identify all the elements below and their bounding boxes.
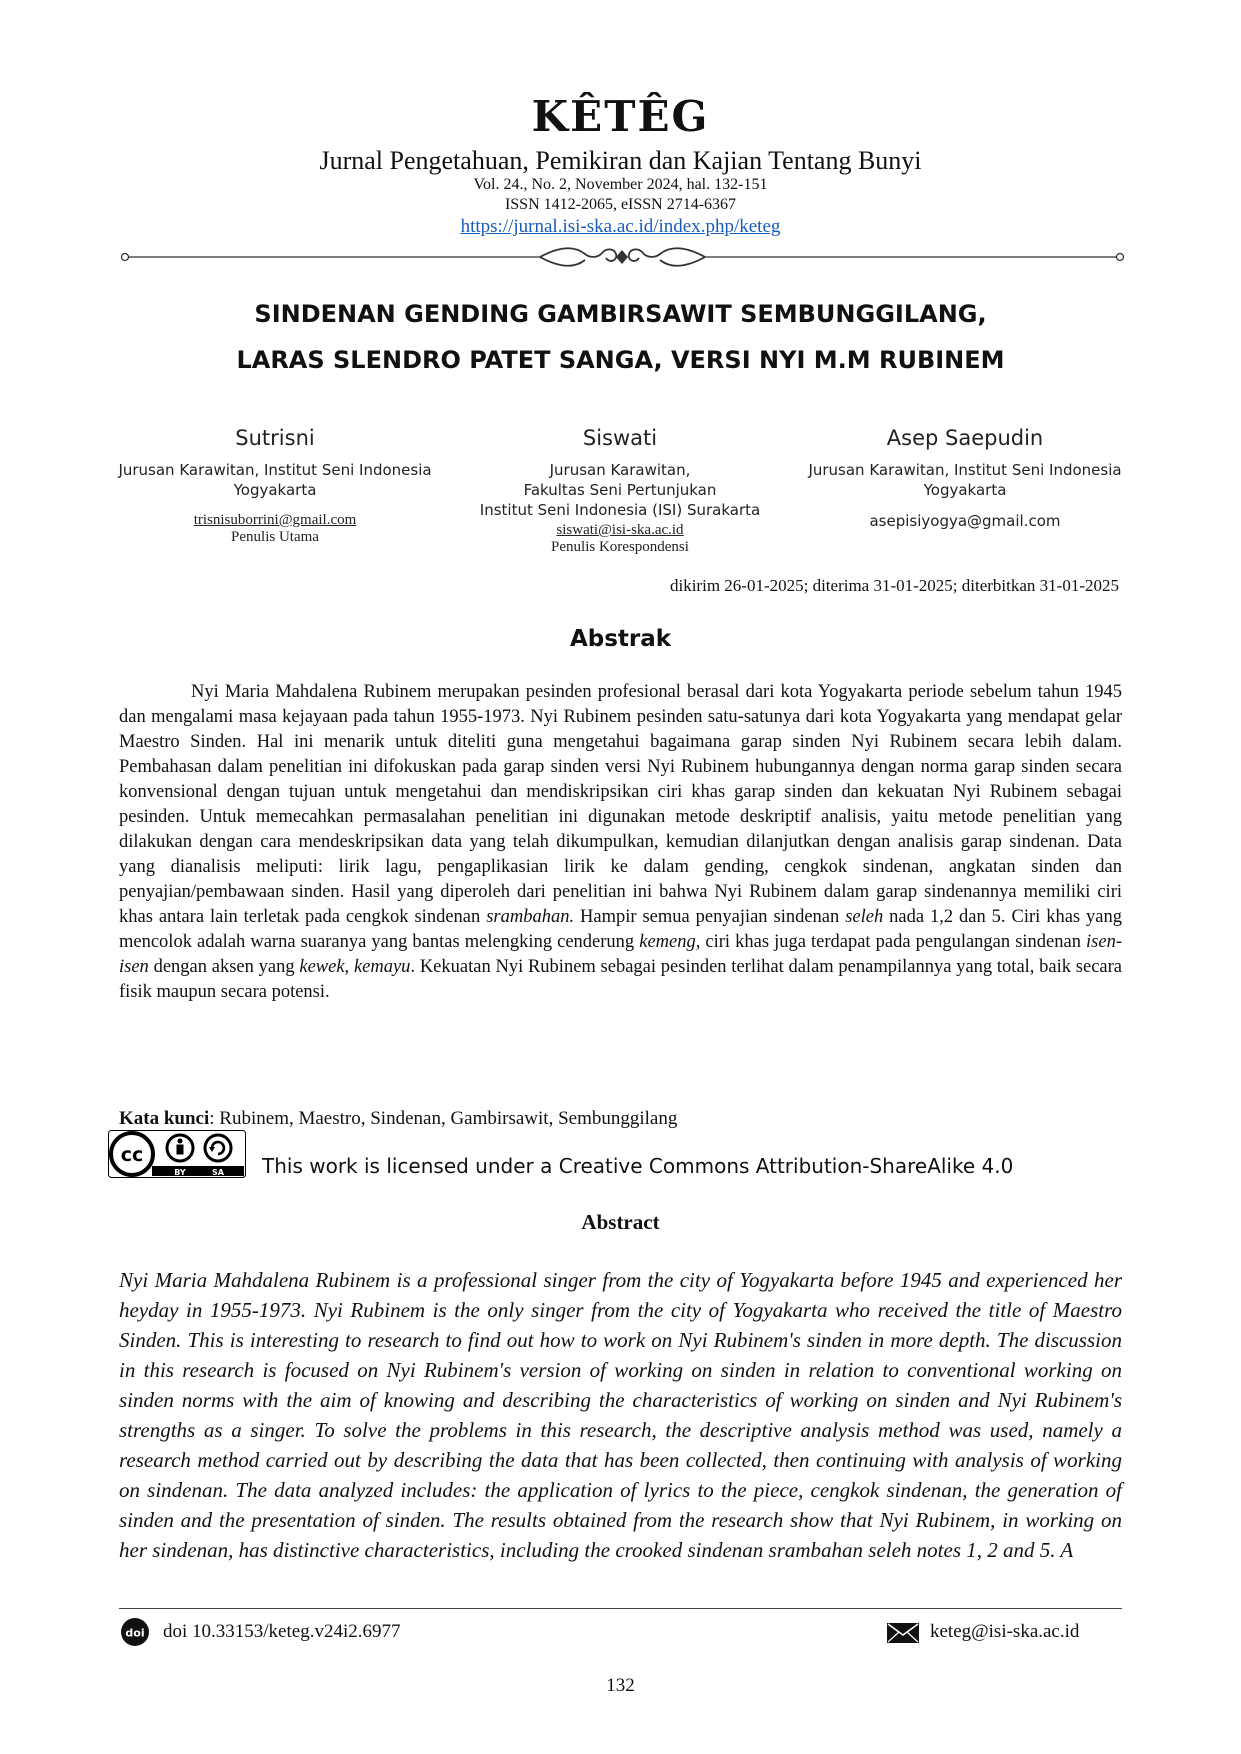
author-block-1 <box>110 426 440 546</box>
author-affiliation: Jurusan Karawitan, Fakultas Seni Pertunjukan Institut Seni Indonesia (ISI) Surakarta <box>479 461 761 519</box>
journal-logo: KÊTÊG <box>531 92 710 141</box>
article-title-line2: LARAS SLENDRO PATET SANGA, VERSI NYI M.M RUBINEM <box>236 346 1005 374</box>
envelope-icon <box>887 1623 919 1643</box>
cc-sa-label: SA <box>212 1168 224 1177</box>
ornament-divider <box>120 244 1125 270</box>
author-name: Sutrisni <box>235 426 315 450</box>
journal-url-link[interactable]: https://jurnal.isi-ska.ac.id/index.php/keteg <box>460 216 781 237</box>
journal-subtitle: Jurnal Pengetahuan, Pemikiran dan Kajian Tentang Bunyi <box>319 146 922 175</box>
author-role: Penulis Utama <box>231 529 319 545</box>
doi-icon-label: doi <box>125 1626 145 1640</box>
cc-badge-label: cc <box>120 1144 144 1166</box>
doi-icon <box>121 1618 149 1646</box>
abstrak-text: Nyi Maria Mahdalena Rubinem merupakan pesinden profesional berasal dari kota Yogyakarta periode sebelum tahun 1945 dan mengalami masa kejayaan pada tahun 1955-1973. Nyi Rubinem pesinden satu-satunya dari kota Yogyakarta yang mendapat gelar Maestro Sinden. Hal ini menarik untuk diteliti guna mengetahui bagaimana garap sinden Nyi Rubinem secara lebih dalam. Pembahasan dalam penelitian ini difokuskan pada garap sinden versi Nyi Rubinem hubungannya dengan norma garap sinden secara konvensional dengan tujuan untuk mengetahui dan mendiskripsikan ciri khas garap sinden dan kekuatan Nyi Rubinem sebagai pesinden. Untuk memecahkan permasalahan penelitian ini digunakan metode deskriptif analisis, yaitu metode penelitian yang dilakukan dengan cara mendeskripsikan data yang telah dikumpulkan, kemudian dilanjutkan dengan analisis garap sindenan. Data yang dianalisis meliputi: lirik lagu, pengaplikasian lirik ke dalam gending, cengkok sindenan, angkatan sinden dan penyajian/pembawaan sinden. Hasil yang diperoleh dari penelitian ini bahwa Nyi Rubinem dalam garap sindenannya memiliki ciri khas antara lain terletak pada cengkok sindenan srambahan. Hampir semua penyajian sindenan seleh nada 1,2 dan 5. Ciri khas yang mencolok adalah warna suaranya yang bantas melengking cenderung kemeng, ciri khas juga terdapat pada pengulangan sindenan isen-isen dengan aksen yang kewek, kemayu. Kekuatan Nyi Rubinem sebagai pesinden terlihat dalam penampilannya yang total, baik secara fisik maupun secara potensi. <box>119 682 1123 1002</box>
keywords <box>119 1108 677 1130</box>
volume-line: Vol. 24., No. 2, November 2024, hal. 132-151 <box>473 176 768 193</box>
author-email-link[interactable]: trisnisuborrini@gmail.com <box>193 512 357 528</box>
footer-divider <box>119 1608 1122 1609</box>
abstrak-heading: Abstrak <box>569 626 672 652</box>
page-number: 132 <box>606 1675 635 1696</box>
author-email-link[interactable]: siswati@isi-ska.ac.id <box>556 522 684 538</box>
author-block-3 <box>800 426 1130 530</box>
author-affiliation: Jurusan Karawitan, Institut Seni Indonesia Yogyakarta <box>118 461 432 499</box>
submission-dates: dikirim 26-01-2025; diterima 31-01-2025; diterbitkan 31-01-2025 <box>669 576 1119 595</box>
article-title-line1: SINDENAN GENDING GAMBIRSAWIT SEMBUNGGILANG, <box>254 300 987 328</box>
author-role: Penulis Korespondensi <box>551 539 689 555</box>
author-affiliation: Jurusan Karawitan, Institut Seni Indonesia Yogyakarta <box>808 461 1122 499</box>
author-email: asepisiyogya@gmail.com <box>869 512 1061 530</box>
author-name: Asep Saepudin <box>886 426 1044 450</box>
abstract-heading: Abstract <box>581 1210 660 1234</box>
cc-by-label: BY <box>174 1168 186 1177</box>
journal-email[interactable]: keteg@isi-ska.ac.id <box>930 1621 1080 1642</box>
issn-line: ISSN 1412-2065, eISSN 2714-6367 <box>504 196 737 213</box>
license-text: This work is licensed under a Creative Commons Attribution-ShareAlike 4.0 <box>262 1154 1014 1178</box>
doi-text: doi 10.33153/keteg.v24i2.6977 <box>163 1621 401 1642</box>
author-block-2 <box>470 426 770 556</box>
keywords-text: : Rubinem, Maestro, Sindenan, Gambirsawit, Sembunggilang <box>209 1108 678 1129</box>
author-name: Siswati <box>582 426 658 450</box>
cc-by-sa-icon[interactable] <box>108 1130 246 1178</box>
abstract-text: Nyi Maria Mahdalena Rubinem is a professional singer from the city of Yogyakarta before 1945 and experienced her heyday in 1955-1973. Nyi Rubinem is the only singer from the city of Yogyakarta who received the title of Maestro Sinden. This is interesting to research to find out how to work on Nyi Rubinem's sinden in more depth. The discussion in this research is focused on Nyi Rubinem's version of working on sinden in relation to conventional working on sinden norms with the aim of knowing and describing the characteristics of working on sinden and Nyi Rubinem's strengths as a singer. To solve the problems in this research, the descriptive analysis method was used, namely a research method carried out by describing the data that has been collected, then continuing with analysis of working on sindenan. The data analyzed includes: the application of lyrics to the piece, cengkok sindenan, the generation of sinden and the presentation of sinden. The results obtained from the research show that Nyi Rubinem, in working on her sindenan, has distinctive characteristics, including the crooked sindenan srambahan seleh notes 1, 2 and 5. A <box>119 1268 1122 1562</box>
keywords-label: Kata kunci <box>119 1108 210 1129</box>
